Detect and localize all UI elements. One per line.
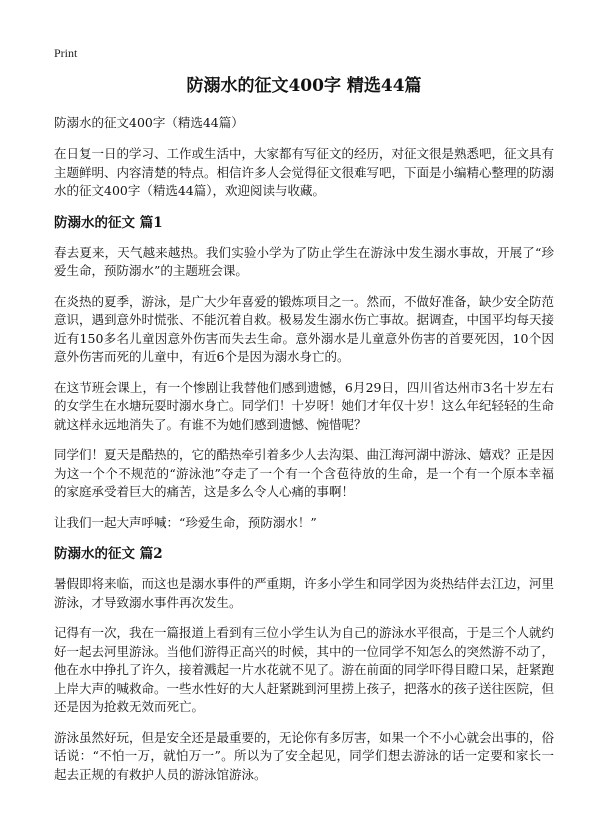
- section-2-paragraph-1: 暑假即将来临，而这也是溺水事件的严重期，许多小学生和同学因为炎热结伴去江边，河里游泳，才导致溺水事件再次发生。: [54, 576, 555, 610]
- document-title: 防溺水的征文400字 精选44篇: [186, 76, 422, 96]
- section-1-paragraph-4: 同学们！夏天是酷热的，它的酷热牵引着多少人去沟渠、曲江海河湖中游泳、嬉戏？正是因为这一个个不规范的“游泳池”夺走了一个有一个含苞待放的生命，是一个有一个原本幸福的家庭承受着巨大的痛苦，这是多么令人心痛的事啊！: [54, 447, 555, 499]
- section-1-paragraph-1: 春去夏来，天气越来越热。我们实验小学为了防止学生在游泳中发生溺水事故，开展了“珍爱生命，预防溺水”的主题班会课。: [54, 244, 554, 278]
- section-2-paragraph-2: 记得有一次，我在一篇报道上看到有三位小学生认为自己的游泳水平很高，于是三个人就约好一起去河里游泳。当他们游得正高兴的时候，其中的一位同学不知怎么的突然游不动了，他在水中挣扎了许久，接着溅起一片水花就不见了。游在前面的同学吓得目瞪口呆，赶紧跑上岸大声的喊救命。一些水性好的大人赶紧跳到河里捞上孩子，把落水的孩子送往医院，但还是因为抢救无效而死亡。: [54, 625, 555, 714]
- section-1-paragraph-2: 在炎热的夏季，游泳，是广大少年喜爱的锻炼项目之一。然而，不做好准备，缺少安全防范意识，遇到意外时慌张、不能沉着自救。极易发生溺水伤亡事故。据调查，中国平均每天接近有150多名儿童因意外伤害而失去生命。意外溺水是儿童意外伤害的首要死因，10个因意外伤害而死的儿童中，有近6个是因为溺水身亡的。: [54, 293, 555, 364]
- section-1-paragraph-3: 在这节班会课上，有一个惨剧让我替他们感到遗憾，6月29日，四川省达州市3名十岁左右的女学生在水塘玩耍时溺水身亡。同学们！十岁呀！她们才年仅十岁！这么年纪轻轻的生命就这样永远地消失了。有谁不为她们感到遗憾、惋惜呢？: [54, 379, 555, 432]
- document-subtitle: 防溺水的征文400字（精选44篇）: [54, 115, 244, 130]
- document-body: [54, 74, 554, 796]
- intro-paragraph: 在日复一日的学习、工作或生活中，大家都有写征文的经历，对征文很是熟悉吧，征文具有主题鲜明、内容清楚的特点。相信许多人会觉得征文很难写吧，下面是小编精心整理的防溺水的征文400字（精选44篇），欢迎阅读与收藏。: [54, 146, 555, 198]
- section-1-paragraph-5: 让我们一起大声呼喊：“珍爱生命，预防溺水！”: [54, 514, 317, 530]
- print-link[interactable]: Print: [54, 46, 78, 60]
- section-2-paragraph-3: 游泳虽然好玩，但是安全还是最重要的，无论你有多厉害，如果一个不小心就会出事的，俗话说：“不怕一万，就怕万一”。所以为了安全起见，同学们想去游泳的话一定要和家长一起去正规的有救护人员的游泳馆游泳。: [54, 729, 555, 782]
- section-heading-2: 防溺水的征文 篇2: [54, 546, 163, 562]
- section-heading-1: 防溺水的征文 篇1: [54, 214, 163, 231]
